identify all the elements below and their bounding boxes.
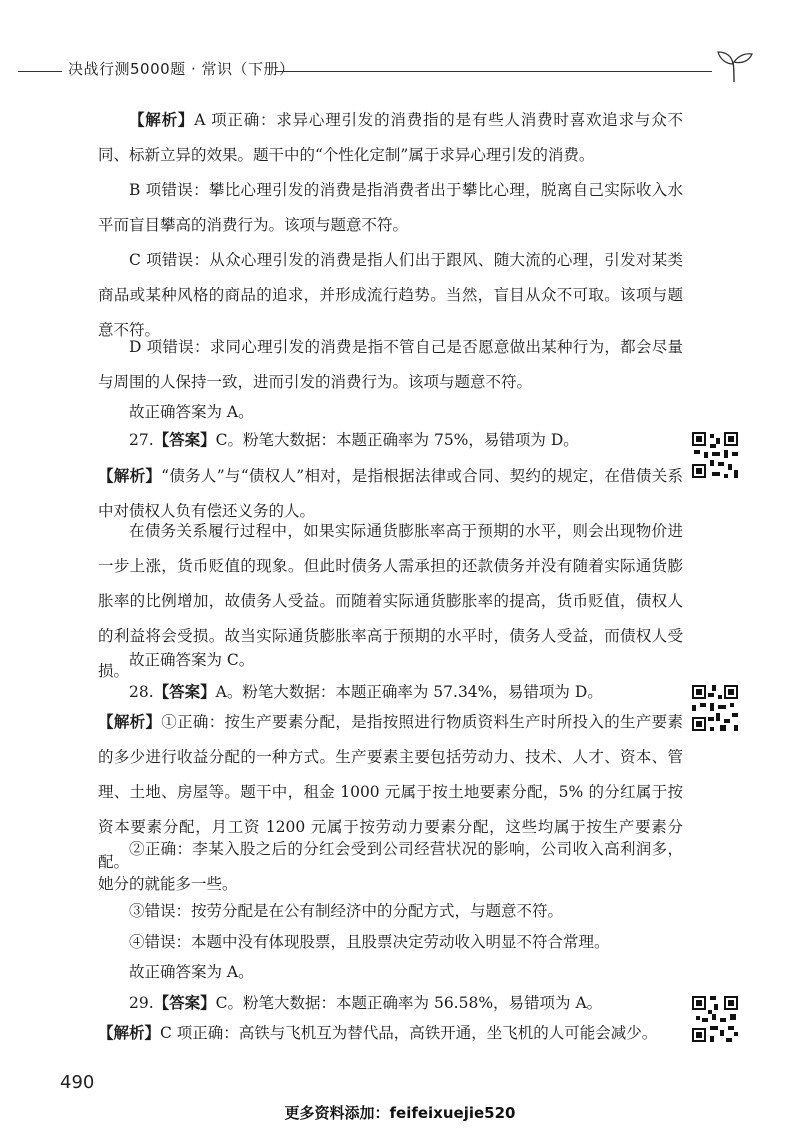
question-number: 29. [129,994,154,1012]
answer-tag: 【答案】 [153,431,216,449]
paragraph-text: C。粉笔大数据：本题正确率为 75%，易错项为 D。 [215,431,579,449]
paragraph-text: 故正确答案为 A。 [129,963,254,981]
qr-code-29[interactable] [690,994,740,1044]
paragraph-text: D 项错误：求同心理引发的消费是指不管自己是否愿意做出某种行为，都会尽量与周围的人保持一致，进而引发的消费行为。该项与题意不符。 [98,338,683,391]
paragraph-text: ④错误：本题中没有体现股票，且股票决定劳动收入明显不符合常理。 [129,933,610,951]
paragraph-28-item-2 [98,832,683,902]
question-number: 28. [129,683,154,701]
paragraph-29-analysis [98,1016,683,1051]
paragraph-text: A 项正确：求异心理引发的消费指的是有些人消费时喜欢追求与众不同、标新立异的效果。题干中的“个性化定制”属于求异心理引发的消费。 [98,111,683,164]
sprout-icon [712,46,756,86]
paragraph-text: C 项错误：从众心理引发的消费是指人们出于跟风、随大流的心理，引发对某类商品或某种风格的商品的追求，并形成流行趋势。当然，盲目从众不可取。该项与题意不符。 [98,251,683,339]
paragraph-28-item-3 [98,894,683,929]
paragraph-text: A。粉笔大数据：本题正确率为 57.34%，易错项为 D。 [215,683,603,701]
analysis-tag: 【解析】 [98,467,162,485]
paragraph-26-option-d [98,330,683,400]
header-title: 决战行测5000题 · 常识（下册） [68,60,295,78]
paragraph-text: ①正确：按生产要素分配，是指按照进行物质资料生产时所投入的生产要素的多少进行收益分配的一种方式。生产要素主要包括劳动力、技术、人才、资本、管理、土地、房屋等。题干中，租金 1000 元属于按土地要素分配，5% 的分红属于按资本要素分配，月工资 1200 元属于按劳动力要素分配，这些均属于按生产要素分配。 [98,713,683,871]
analysis-tag: 【解析】 [129,111,195,129]
paragraph-text: C 项正确：高铁与飞机互为替代品，高铁开通，坐飞机的人可能会减少。 [160,1024,658,1042]
answer-tag: 【答案】 [153,683,216,701]
header-rule-left [18,71,62,72]
page-number: 490 [60,1072,95,1093]
header-rule-right [276,71,712,72]
question-number: 27. [129,431,154,449]
paragraph-text: ②正确：李某入股之后的分红会受到公司经营状况的影响，公司收入高利润多，她分的就能多一些。 [98,840,683,893]
paragraph-text: ③错误：按劳分配是在公有制经济中的分配方式，与题意不符。 [129,902,564,920]
paragraph-text: B 项错误：攀比心理引发的消费是指消费者出于攀比心理，脱离自己实际收入水平而盲目攀高的消费行为。该项与题意不符。 [98,181,683,234]
paragraph-text: C。粉笔大数据：本题正确率为 56.58%，易错项为 A。 [215,994,603,1012]
paragraph-26-option-b [98,173,683,243]
paragraph-text: 故正确答案为 A。 [129,403,254,421]
paragraph-28-conclusion [98,955,683,990]
running-header [0,54,800,94]
analysis-tag: 【解析】 [98,1024,161,1042]
paragraph-text: “债务人”与“债权人”相对，是指根据法律或合同、契约的规定，在借债关系中对债权人负有偿还义务的人。 [98,467,683,520]
answer-tag: 【答案】 [153,994,216,1012]
qr-code-28[interactable] [690,683,740,733]
paragraph-text: 在债务关系履行过程中，如果实际通货膨胀率高于预期的水平，则会出现物价进一步上涨，货币贬值的现象。但此时债务人需承担的还款债务并没有随着实际通货膨胀率的比例增加，故债务人受益。而随着实际通货膨胀率的提高，货币贬值，债权人的利益将会受损。故当实际通货膨胀率高于预期的水平时，债务人受益，而债权人受损。 [98,522,683,680]
paragraph-27-answer [98,423,683,458]
qr-code-27[interactable] [690,430,740,480]
paragraph-26-analysis [98,103,683,173]
footer-note: 更多资料添加：feifeixuejie520 [284,1104,516,1122]
analysis-tag: 【解析】 [98,713,162,731]
paragraph-27-conclusion [98,643,683,678]
paragraph-text: 故正确答案为 C。 [129,651,255,669]
